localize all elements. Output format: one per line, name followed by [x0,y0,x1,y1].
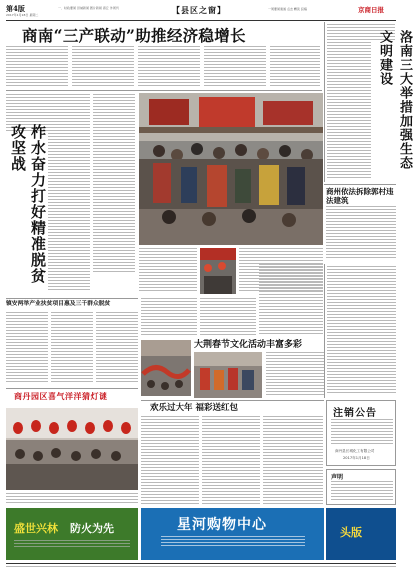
main-headline: 商南“三产联动”助推经济稳增长 [22,26,246,45]
ad-shopping-title: 星河购物中心 [177,517,267,533]
photo-caption-left [139,248,197,294]
notice-title: 注销公告 [333,408,377,419]
lantern-riddle-image [6,408,138,490]
editor-line: 一、时政要闻 县域新闻 图片新闻 商丘 外周刊 [58,6,119,10]
ad-forest-line2: 防火为先 [70,522,114,535]
main-story-col-4 [204,46,266,88]
lottery-text-1 [141,416,199,506]
main-story-col-2 [72,46,134,88]
footer-text [6,566,396,570]
ad-right [326,508,396,560]
law-story-headline: 商州依法拆除郭村违法建筑 [326,187,394,205]
lottery-text-3 [263,416,323,506]
lottery-text-2 [202,416,260,506]
ad-shopping-center [141,508,324,560]
market-crowd-photo [139,93,323,245]
festival-dragon-image [141,340,191,396]
market-crowd-image [139,93,323,245]
main-story-col-1 [6,46,68,88]
page-number: 第4版 [6,4,25,13]
photo-band-caption-text [6,493,138,505]
lantern-image [200,248,236,294]
center-text-c [259,264,323,338]
festival-headline: 大荆春节文化活动丰富多彩 [194,340,303,350]
lottery-top-rule [141,400,324,401]
photo-band-caption: 商丹园区喜气洋洋猜灯谜 [14,391,108,401]
section-title: 【县区之窗】 [172,5,226,15]
zhenan-text-1 [6,312,48,384]
zhenan-top-rule [6,298,138,299]
festival-text [266,352,324,398]
masthead [6,4,396,18]
notice-date: 2017年1月18日 [343,456,370,460]
zhenan-text-3 [96,312,138,384]
main-story-rule [6,90,322,91]
date-line: 2017年1月18日 星期二 [6,13,39,17]
left-story-text-c [93,94,135,274]
right-story-headline: 洛南三大举措加强生态文明建设 [377,30,412,170]
notice-body [331,419,393,447]
contact-line: 一周要闻速递 点击 精读 投稿 [268,7,307,11]
zhenan-headline: 镇安两举产业扶贫项目惠及三千群众脱贫 [6,301,111,307]
center-text-a [141,298,197,338]
festival-photo-2 [194,352,262,398]
small-photo-lanterns [200,248,236,294]
ad-right-title: 头版 [340,526,362,539]
right-lower-rule [324,264,325,398]
footer-rule [6,563,396,564]
center-text-b [200,298,256,338]
right-lower-text [327,266,396,396]
ad-forest-fire [6,508,138,560]
ad-forest-line1: 盛世兴林 [14,522,58,535]
right-story-text-left [327,42,371,182]
main-story-col-5 [270,46,320,88]
lantern-riddle-photo [6,408,138,490]
notice-signer: 商丹县长城化工有限公司 [335,449,375,453]
photo-band-rule [6,388,138,389]
left-story-headline: 柞水奋力打好精准脱贫攻坚战 [9,124,47,284]
zhenan-text-2 [51,312,93,384]
festival-crowd-image [194,352,262,398]
ad-shopping-subtext [161,536,305,552]
right-column-divider [324,22,325,182]
statement-box [326,469,396,505]
festival-photo-1 [141,340,191,396]
masthead-rule [6,20,396,21]
statement-title: 声明 [331,474,344,481]
main-story-col-3 [138,46,200,88]
lottery-headline: 欢乐过大年 福彩送红包 [150,403,238,413]
law-story-text [326,206,396,262]
statement-body [331,481,393,503]
ad-forest-smallprint [14,540,130,552]
paper-name: 京商日报 [358,6,384,14]
left-story-text-b [48,94,90,292]
law-story-top-rule [324,184,396,185]
notice-box [326,400,396,466]
